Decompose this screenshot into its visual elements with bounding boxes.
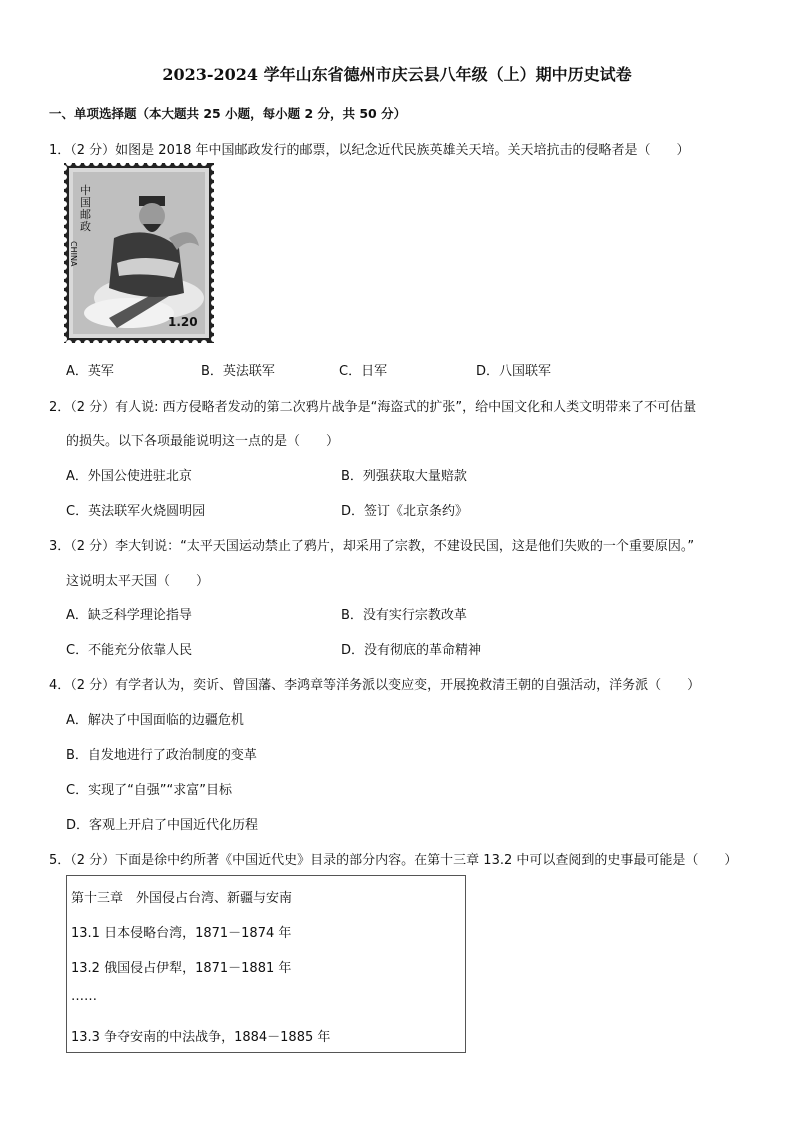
stamp-perforation bbox=[192, 160, 198, 166]
stamp-perforation bbox=[211, 237, 217, 243]
stamp-perforation bbox=[102, 160, 108, 166]
exam-title: 2023-2024 学年山东省德州市庆云县八年级（上）期中历史试卷 bbox=[162, 65, 632, 84]
stamp-perforation bbox=[165, 340, 171, 346]
stamp-perforation bbox=[61, 300, 67, 306]
stamp-perforation bbox=[156, 340, 162, 346]
stamp-perforation bbox=[211, 291, 217, 297]
stamp-perforation bbox=[211, 192, 217, 198]
stamp-perforation bbox=[138, 160, 144, 166]
q3-option-d[interactable]: D．没有彻底的革命精神 bbox=[341, 643, 482, 658]
stamp-country-latin: CHINA bbox=[69, 241, 78, 267]
q4-option-b[interactable]: B．自发地进行了政治制度的变革 bbox=[66, 748, 257, 763]
table-of-contents-box bbox=[66, 875, 466, 1053]
q4-option-a[interactable]: A．解决了中国面临的边疆危机 bbox=[66, 713, 244, 728]
q3-option-b[interactable]: B．没有实行宗教改革 bbox=[341, 608, 467, 623]
stamp-perforation bbox=[61, 174, 67, 180]
stamp-perforation bbox=[129, 160, 135, 166]
stamp-perforation bbox=[61, 210, 67, 216]
stamp-perforation bbox=[61, 318, 67, 324]
q3-option-c[interactable]: C．不能充分依靠人民 bbox=[66, 643, 193, 658]
q4-option-c[interactable]: C．实现了“自强”“求富”目标 bbox=[66, 783, 233, 798]
toc-item: 13.2 俄国侵占伊犁，1871－1881 年 bbox=[71, 961, 292, 976]
stamp-perforation bbox=[61, 183, 67, 189]
q3-option-a[interactable]: A．缺乏科学理论指导 bbox=[66, 608, 192, 623]
stamp-perforation bbox=[61, 246, 67, 252]
stamp-perforation bbox=[138, 340, 144, 346]
stamp-perforation bbox=[211, 174, 217, 180]
stamp-perforation bbox=[120, 160, 126, 166]
stamp-perforation bbox=[61, 237, 67, 243]
stamp-perforation bbox=[174, 340, 180, 346]
question-3-stem: 3．（2 分）李大钊说：“太平天国运动禁止了鸦片，却采用了宗教，不建设民国，这是他们失败的一个重要原因。” bbox=[49, 539, 695, 554]
question-2-stem-cont: 的损失。以下各项最能说明这一点的是（ ） bbox=[66, 434, 340, 449]
q1-option-c[interactable]: C．日军 bbox=[339, 364, 388, 379]
toc-ellipsis: …… bbox=[71, 989, 97, 1004]
stamp-perforation bbox=[211, 327, 217, 333]
stamp-perforation bbox=[61, 255, 67, 261]
stamp-perforation bbox=[75, 160, 81, 166]
stamp-image bbox=[64, 163, 214, 343]
q2-option-d[interactable]: D．签订《北京条约》 bbox=[341, 504, 469, 519]
stamp-perforation bbox=[84, 340, 90, 346]
stamp-value: 1.20 bbox=[168, 315, 198, 329]
stamp-perforation bbox=[66, 340, 72, 346]
q2-option-a[interactable]: A．外国公使进驻北京 bbox=[66, 469, 192, 484]
question-3-stem-cont: 这说明太平天国（ ） bbox=[66, 574, 210, 589]
stamp-perforation bbox=[120, 340, 126, 346]
stamp-perforation bbox=[61, 264, 67, 270]
stamp-perforation bbox=[61, 201, 67, 207]
stamp-country-text: 中国邮政 bbox=[80, 184, 91, 233]
q2-option-b[interactable]: B．列强获取大量赔款 bbox=[341, 469, 467, 484]
stamp-perforation bbox=[111, 340, 117, 346]
stamp-perforation bbox=[192, 340, 198, 346]
stamp-perforation bbox=[111, 160, 117, 166]
stamp-perforation bbox=[211, 201, 217, 207]
stamp-perforation bbox=[61, 165, 67, 171]
question-5-stem: 5．（2 分）下面是徐中约所著《中国近代史》目录的部分内容。在第十三章 13.2 中可以查阅到的史事最可能是（ ） bbox=[49, 853, 738, 868]
stamp-perforation bbox=[211, 282, 217, 288]
stamp-perforation bbox=[211, 336, 217, 342]
stamp-perforation bbox=[211, 318, 217, 324]
stamp-perforation bbox=[211, 300, 217, 306]
stamp-perforation bbox=[61, 282, 67, 288]
stamp-perforation bbox=[211, 183, 217, 189]
stamp-perforation bbox=[183, 160, 189, 166]
stamp-perforation bbox=[211, 264, 217, 270]
stamp-perforation bbox=[84, 160, 90, 166]
stamp-perforation bbox=[61, 336, 67, 342]
stamp-perforation bbox=[93, 340, 99, 346]
stamp-perforation bbox=[211, 165, 217, 171]
stamp-perforation bbox=[75, 340, 81, 346]
stamp-perforation bbox=[201, 160, 207, 166]
stamp-perforation bbox=[61, 309, 67, 315]
q1-option-a[interactable]: A．英军 bbox=[66, 364, 114, 379]
stamp-perforation bbox=[61, 273, 67, 279]
stamp-perforation bbox=[61, 291, 67, 297]
stamp-perforation bbox=[183, 340, 189, 346]
stamp-perforation bbox=[174, 160, 180, 166]
stamp-perforation bbox=[102, 340, 108, 346]
stamp-perforation bbox=[147, 340, 153, 346]
q1-option-b[interactable]: B．英法联军 bbox=[201, 364, 275, 379]
q4-option-d[interactable]: D．客观上开启了中国近代化历程 bbox=[66, 818, 259, 833]
stamp-perforation bbox=[61, 219, 67, 225]
stamp-perforation bbox=[211, 210, 217, 216]
section-heading: 一、单项选择题（本大题共 25 小题，每小题 2 分，共 50 分） bbox=[49, 106, 407, 121]
stamp-perforation bbox=[66, 160, 72, 166]
stamp-perforation bbox=[211, 246, 217, 252]
question-2-stem: 2．（2 分）有人说: 西方侵略者发动的第二次鸦片战争是“海盗式的扩张”，给中国文化和人类文明带来了不可估量 bbox=[49, 400, 697, 415]
stamp-perforation bbox=[129, 340, 135, 346]
question-4-stem: 4．（2 分）有学者认为，奕䜣、曾国藩、李鸿章等洋务派以变应变，开展挽救清王朝的自强活动，洋务派（ ） bbox=[49, 678, 701, 693]
stamp-perforation bbox=[211, 309, 217, 315]
q2-option-c[interactable]: C．英法联军火烧圆明园 bbox=[66, 504, 206, 519]
stamp-perforation bbox=[61, 228, 67, 234]
stamp-perforation bbox=[201, 340, 207, 346]
stamp-perforation bbox=[156, 160, 162, 166]
toc-chapter-title: 第十三章 外国侵占台湾、新疆与安南 bbox=[71, 891, 293, 906]
stamp-perforation bbox=[211, 228, 217, 234]
stamp-perforation bbox=[147, 160, 153, 166]
stamp-perforation bbox=[211, 255, 217, 261]
stamp-perforation bbox=[61, 327, 67, 333]
stamp-perforation bbox=[165, 160, 171, 166]
q1-option-d[interactable]: D．八国联军 bbox=[476, 364, 552, 379]
question-1-stem: 1．（2 分）如图是 2018 年中国邮政发行的邮票，以纪念近代民族英雄关天培。关天培抗击的侵略者是（ ） bbox=[49, 143, 690, 158]
stamp-perforation bbox=[211, 273, 217, 279]
stamp-perforation bbox=[93, 160, 99, 166]
toc-item: 13.3 争夺安南的中法战争，1884－1885 年 bbox=[71, 1030, 331, 1045]
stamp-perforation bbox=[211, 219, 217, 225]
toc-item: 13.1 日本侵略台湾，1871－1874 年 bbox=[71, 926, 292, 941]
stamp-perforation bbox=[61, 192, 67, 198]
